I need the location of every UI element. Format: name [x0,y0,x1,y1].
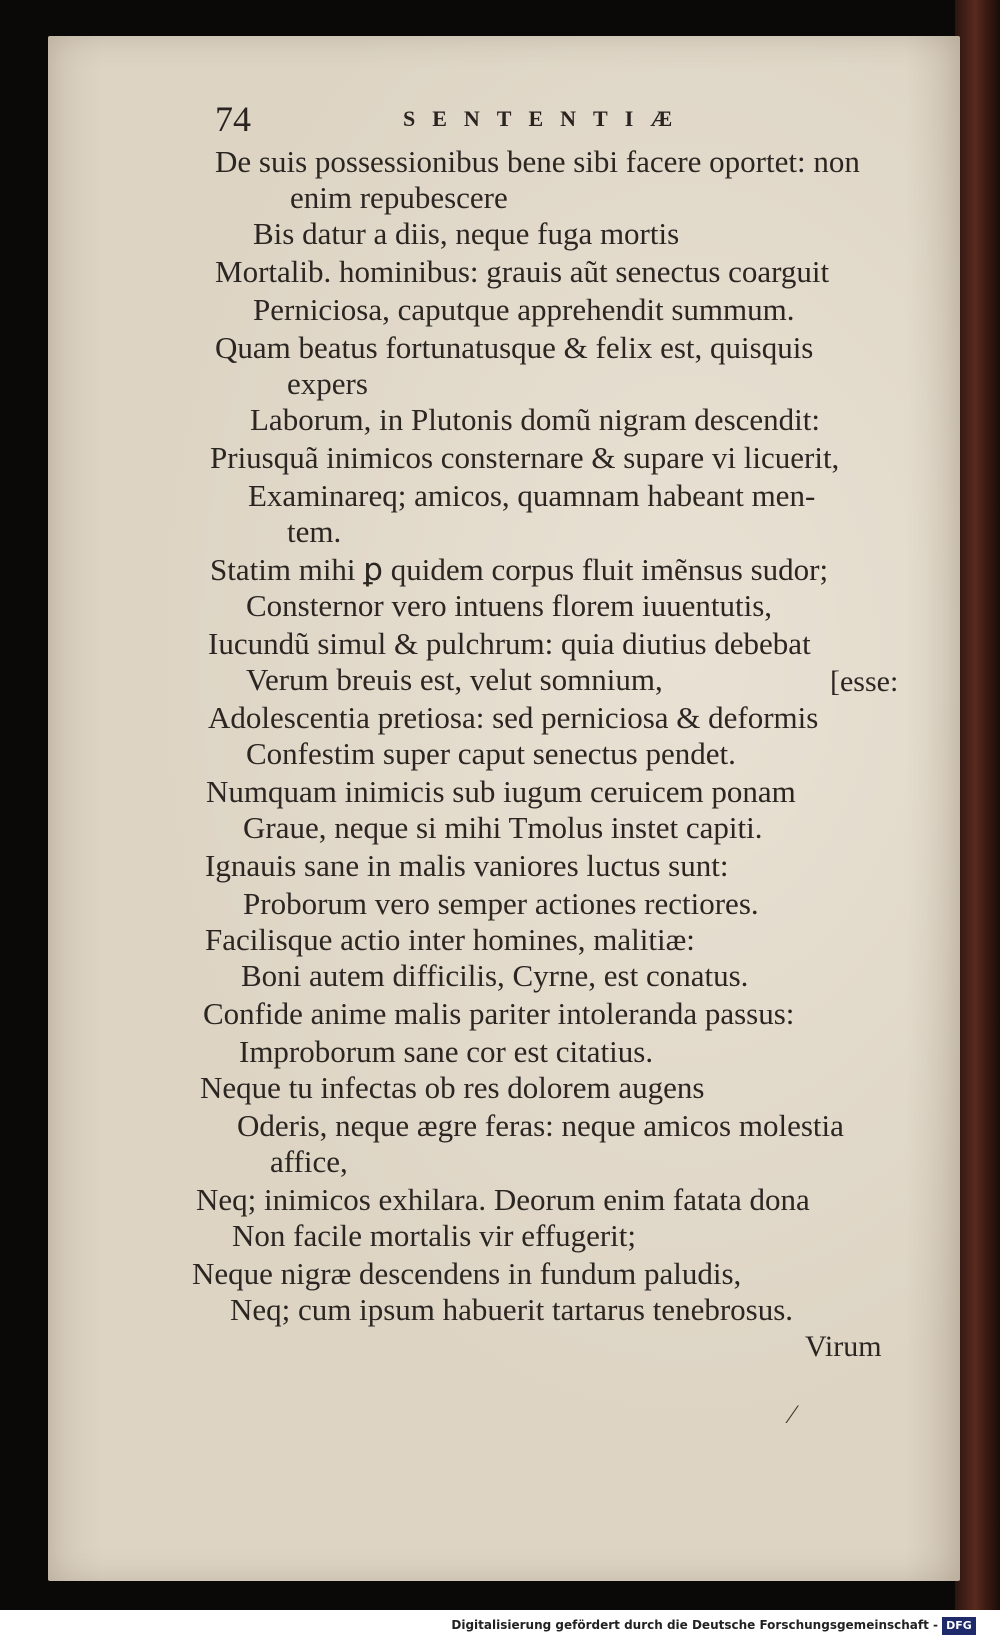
funding-credit: Digitalisierung gefördert durch die Deutsche Forschungsgemeinschaft - [451,1618,938,1632]
text-line: Neq; inimicos exhilara. Deorum enim fatata dona [196,1182,810,1217]
text-line: Confestim super caput senectus pendet. [246,736,736,771]
text-line: Mortalib. hominibus: grauis aũt senectus coarguit [215,254,830,289]
text-line: affice, [270,1144,348,1179]
text-line: Boni autem difficilis, Cyrne, est conatus. [241,958,749,993]
text-line: Ignauis sane in malis vaniores luctus sunt: [205,848,729,883]
text-line: Iucundũ simul & pulchrum: quia diutius debebat [208,626,811,661]
text-line: Graue, neque si mihi Tmolus instet capiti. [243,810,763,845]
text-line: Laborum, in Plutonis domũ nigram descendit: [250,402,820,437]
text-line: Statim mihi ꝑ quidem corpus fluit imẽnsus sudor; [210,552,829,587]
text-line: Neque tu infectas ob res dolorem augens [200,1070,705,1105]
digitization-footer [0,1610,1000,1643]
text-line: Facilisque actio inter homines, malitiæ: [205,922,695,957]
text-line: Bis datur a diis, neque fuga mortis [253,216,680,251]
text-line: Proborum vero semper actiones rectiores. [243,886,759,921]
text-line: Oderis, neque ægre feras: neque amicos molestia [237,1108,844,1143]
text-line: Priusquã inimicos consternare & supare vi licuerit, [210,440,840,475]
catchword: Virum [805,1330,882,1363]
text-line: De suis possessionibus bene sibi facere oportet: non [215,144,860,179]
text-line: Neque nigræ descendens in fundum paludis, [192,1256,742,1291]
text-line: Perniciosa, caputque apprehendit summum. [253,292,795,327]
ink-stroke-mark: ⁄ [790,1400,795,1429]
text-line: expers [287,366,368,401]
text-line: Confide anime malis pariter intoleranda passus: [203,996,795,1031]
text-line: Non facile mortalis vir effugerit; [232,1218,637,1253]
text-line: Verum breuis est, velut somnium, [246,662,663,697]
text-line: Examinareq; amicos, quamnam habeant men- [248,478,816,513]
text-line: Improborum sane cor est citatius. [239,1034,654,1069]
text-line: Adolescentia pretiosa: sed perniciosa & deformis [208,700,819,735]
text-line: enim repubescere [290,180,508,215]
text-line: Quam beatus fortunatusque & felix est, quisquis [215,330,814,365]
running-head: SENTENTIÆ [403,106,690,131]
turnover-word: [esse: [830,665,899,698]
dfg-logo: DFG [942,1617,976,1635]
text-line: tem. [287,514,342,549]
text-line: Numquam inimicis sub iugum ceruicem ponam [206,774,796,809]
text-line: Consternor vero intuens florem iuuentutis, [246,588,773,623]
page-number: 74 [215,99,251,139]
text-line: Neq; cum ipsum habuerit tartarus tenebrosus. [230,1292,794,1327]
